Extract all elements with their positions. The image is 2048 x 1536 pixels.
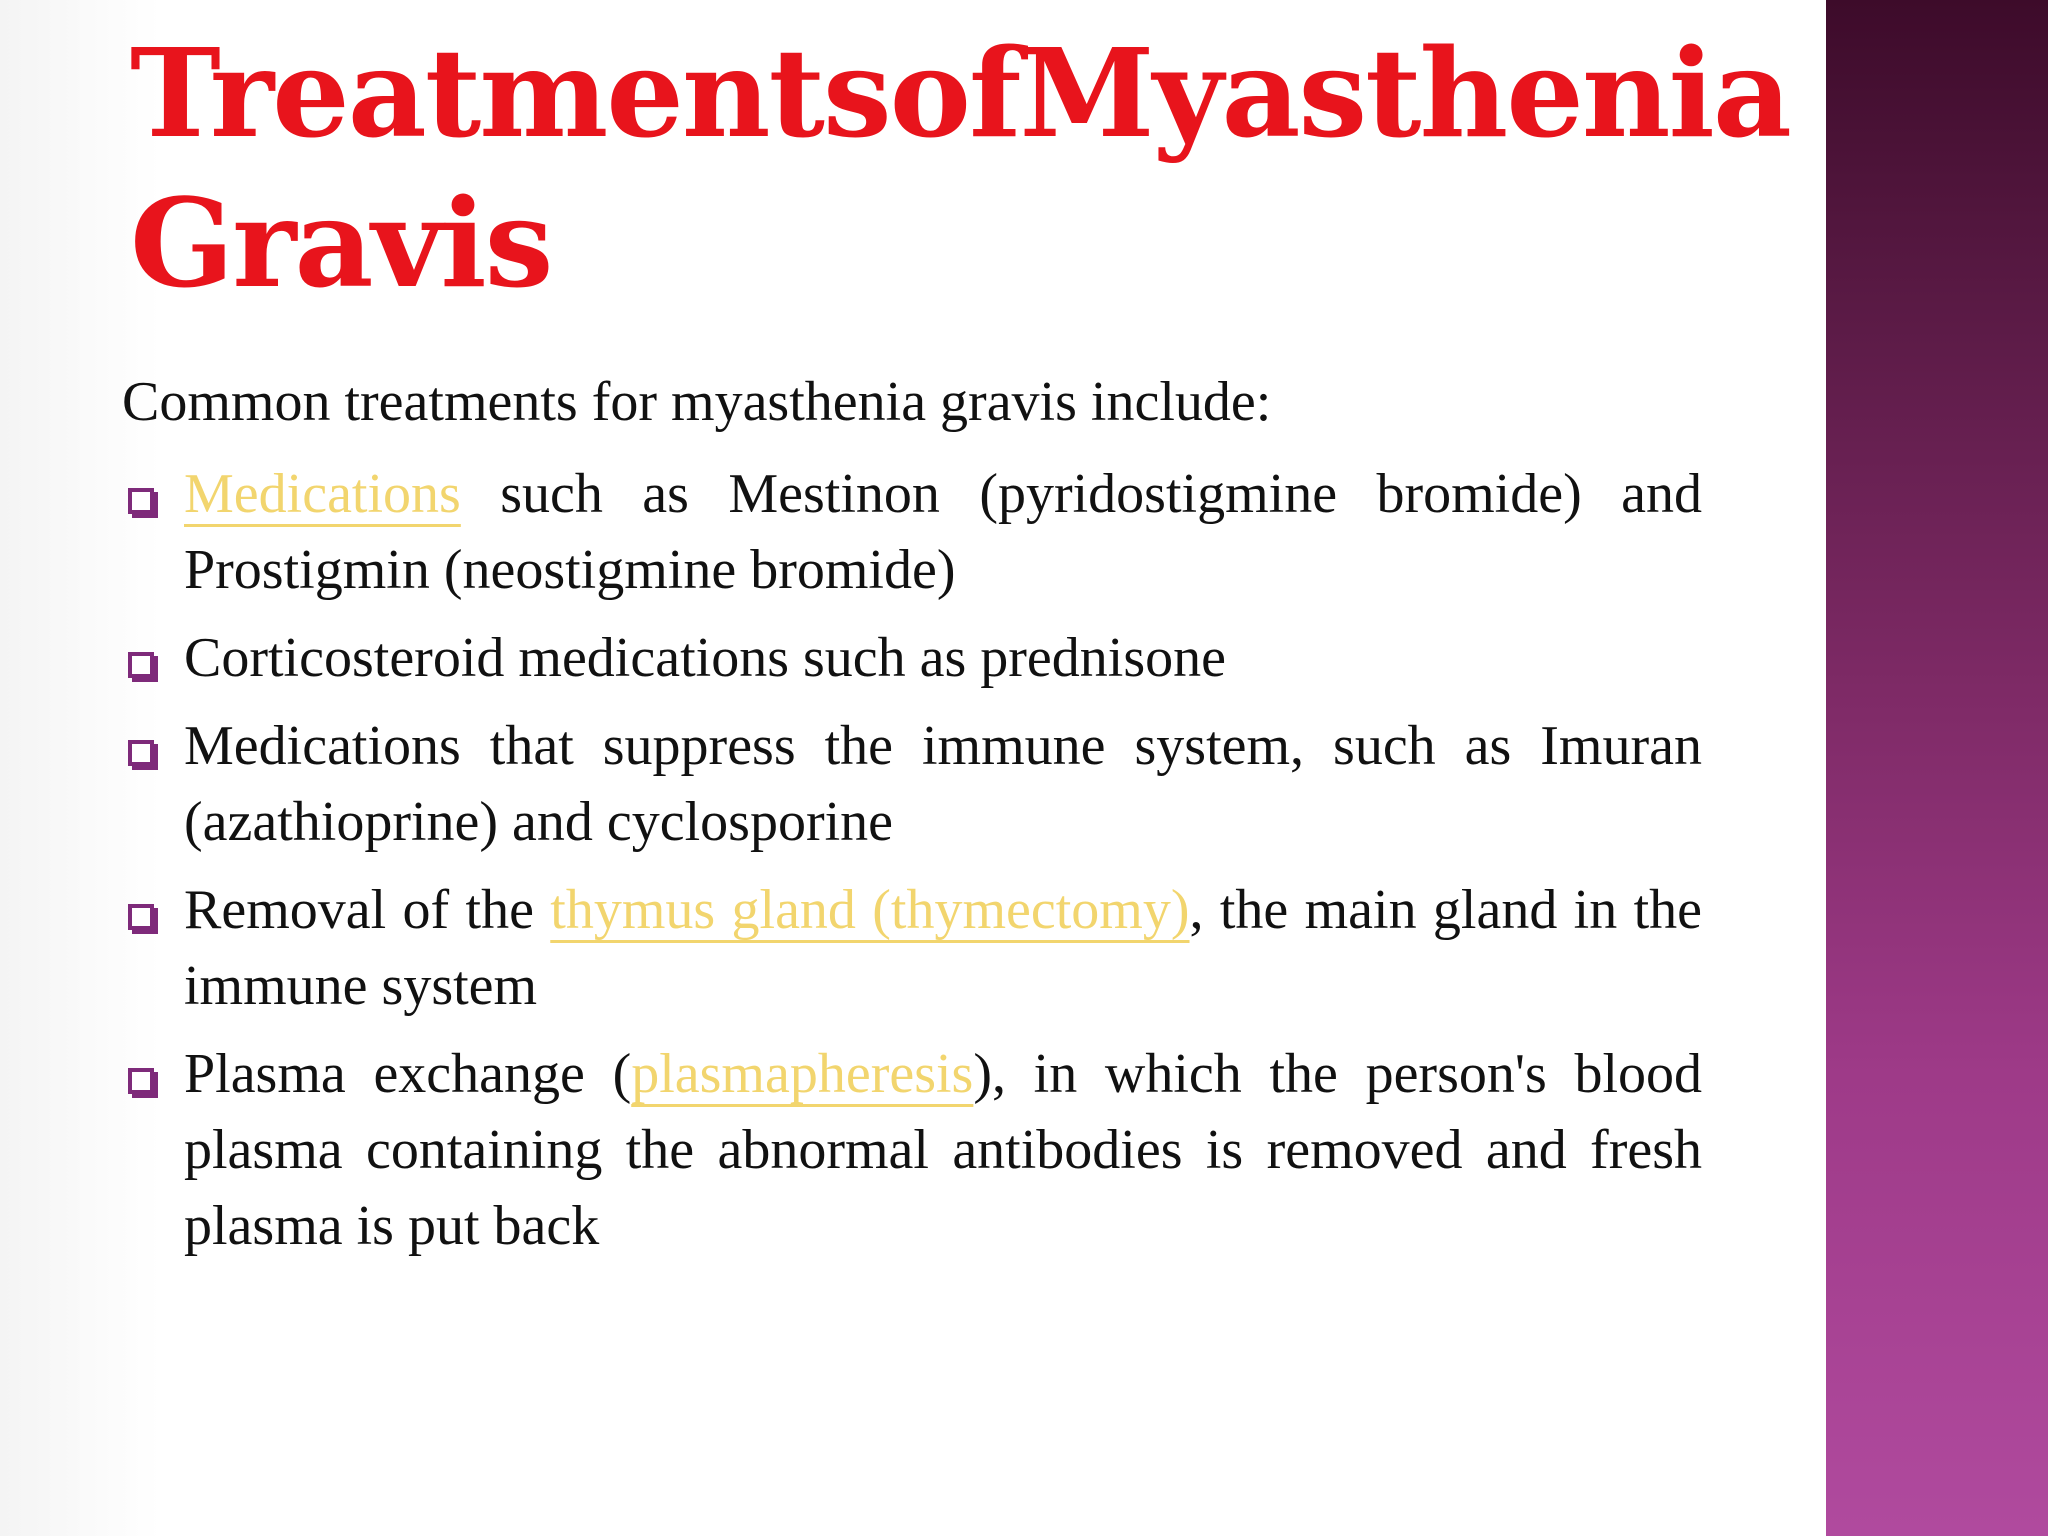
square-bullet-icon [128,488,154,514]
title-word-myasthenia: Myasthenia [1019,21,1790,165]
list-item-text-before: Removal of the [184,879,551,941]
link-thymectomy[interactable]: thymus gland (thymectomy) [550,879,1190,941]
square-bullet-icon [128,740,154,766]
link-medications[interactable]: Medications [184,463,461,525]
square-bullet-icon [128,904,154,930]
slide-title [130,18,1790,318]
square-bullet-icon [128,1068,154,1094]
title-line-1 [130,18,1790,168]
list-item-corticosteroids [122,620,1702,696]
list-item-immunosuppressants [122,708,1702,860]
list-item-text: Corticosteroid medications such as prednisone [184,627,1226,689]
square-bullet-icon [128,652,154,678]
title-line-2: Gravis [130,171,552,315]
list-item-text: Medications that suppress the immune system, such as Imuran (azathioprine) and cyclosporine [184,715,1702,853]
title-word-of: of [889,21,1020,165]
title-word-treatments: Treatments [130,21,890,165]
treatment-list [122,456,1702,1276]
list-item-text-after: ), in which the person's blood plasma containing the abnormal antibodies is removed and fresh plasma is put back [184,1043,1702,1257]
list-item-plasmapheresis [122,1036,1702,1264]
list-item-text-before: Plasma exchange ( [184,1043,632,1105]
list-item-text: such as Mestinon (pyridostigmine bromide) and Prostigmin (neostigmine bromide) [184,463,1702,601]
link-plasmapheresis[interactable]: plasmapheresis [631,1043,974,1105]
decorative-side-bar [1826,0,2048,1536]
list-item-text-after: , the main gland in the immune system [184,879,1702,1017]
list-item-medications [122,456,1702,608]
list-item-thymectomy [122,872,1702,1024]
intro-text: Common treatments for myasthenia gravis include: [122,371,1272,433]
